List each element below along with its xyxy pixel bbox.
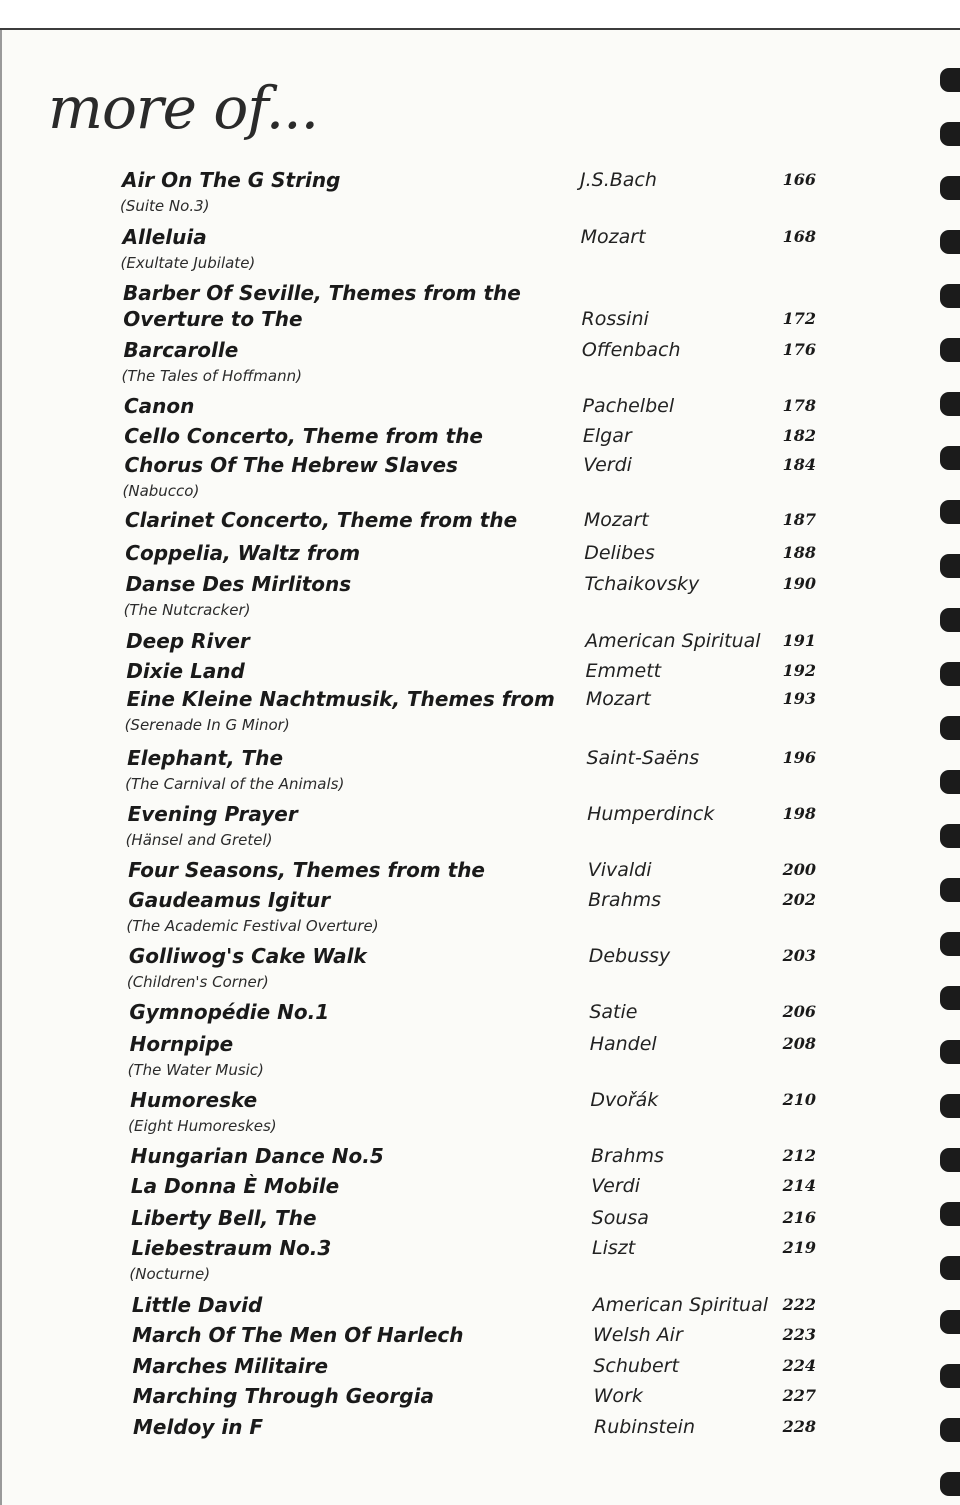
page-number: 190 [782, 574, 816, 593]
binding-ring [940, 1418, 960, 1442]
binding-ring [940, 716, 960, 740]
binding-ring [940, 1148, 960, 1172]
composer-name: Liszt [591, 1237, 636, 1259]
page-number: 216 [782, 1208, 816, 1227]
composer-name: Mozart [580, 226, 646, 248]
page-number: 176 [782, 340, 816, 359]
composer-name: Rubinstein [594, 1416, 695, 1438]
work-subtitle: (Exultate Jubilate) [120, 254, 256, 272]
piece-title: Evening Prayer [127, 802, 298, 826]
piece-title: Canon [123, 394, 195, 418]
binding-ring [940, 608, 960, 632]
binding-ring [940, 986, 960, 1010]
binding-ring [940, 662, 960, 686]
piece-title: Gaudeamus Igitur [128, 888, 331, 912]
binding-ring [940, 446, 960, 470]
binding-ring [940, 122, 960, 146]
piece-title: Gymnopédie No.1 [129, 1000, 330, 1024]
list-item [0, 1352, 930, 1382]
work-subtitle: (Serenade In G Minor) [124, 716, 290, 734]
binding-ring [940, 1094, 960, 1118]
list-item [0, 657, 930, 687]
composer-name: Verdi [591, 1175, 641, 1197]
binding-ring [940, 1040, 960, 1064]
page-top-edge [0, 28, 960, 30]
page-number: 202 [782, 890, 816, 909]
page-number: 166 [782, 170, 816, 189]
piece-title: Humoreske [130, 1088, 258, 1112]
scan-top-margin [0, 0, 960, 28]
page-number: 187 [782, 510, 816, 529]
list-item [0, 570, 930, 619]
piece-title: Elephant, The [127, 746, 284, 770]
piece-title: Chorus Of The Hebrew Slaves [124, 453, 458, 477]
composer-name: Satie [589, 1001, 638, 1023]
page-number: 222 [782, 1295, 816, 1314]
list-item [0, 744, 930, 793]
list-item [0, 1030, 930, 1079]
work-subtitle: (The Tales of Hoffmann) [121, 367, 302, 385]
page-number: 178 [782, 396, 816, 415]
page-heading: more of... [48, 74, 319, 142]
piece-title: Cello Concerto, Theme from the [124, 424, 483, 448]
list-item [0, 1086, 930, 1135]
list-item [0, 1291, 930, 1321]
composer-name: Work [593, 1385, 643, 1407]
composer-name: Emmett [585, 660, 662, 682]
page-number: 188 [782, 543, 816, 562]
composer-name: Dvořák [590, 1089, 659, 1111]
piece-title: Marching Through Georgia [132, 1384, 434, 1408]
page-number: 223 [782, 1325, 816, 1344]
composer-name: Mozart [585, 688, 651, 710]
composer-name: Brahms [588, 889, 662, 911]
piece-title: Little David [131, 1293, 263, 1317]
binding-ring [940, 392, 960, 416]
list-item [0, 392, 930, 422]
page-number: 191 [782, 631, 816, 650]
page-number: 184 [782, 455, 816, 474]
page-number: 219 [782, 1238, 816, 1257]
page-number: 212 [782, 1146, 816, 1165]
work-subtitle: (The Water Music) [127, 1061, 264, 1079]
piece-title: Eine Kleine Nachtmusik, Themes from [126, 687, 555, 711]
piece-title: Dixie Land [126, 659, 245, 683]
piece-title: Barcarolle [123, 338, 239, 362]
composer-name: Tchaikovsky [584, 573, 700, 595]
binding-ring [940, 284, 960, 308]
list-item [0, 627, 930, 657]
piece-title: La Donna È Mobile [130, 1174, 340, 1198]
piece-title: Overture to The [123, 307, 303, 331]
list-item [0, 1172, 930, 1202]
page-number: 200 [782, 860, 816, 879]
spiral-binding [932, 30, 960, 1505]
binding-ring [940, 500, 960, 524]
list-item [0, 942, 930, 991]
list-item [0, 998, 930, 1028]
piece-title: Liberty Bell, The [131, 1206, 317, 1230]
composer-name: Mozart [583, 509, 649, 531]
piece-title: Alleluia [122, 225, 207, 249]
page-number: 192 [782, 661, 816, 680]
list-item [0, 856, 930, 886]
binding-ring [940, 1202, 960, 1226]
work-subtitle: (Hänsel and Gretel) [125, 831, 273, 849]
work-subtitle: (Suite No.3) [120, 197, 210, 215]
list-item [0, 1204, 930, 1234]
binding-ring [940, 770, 960, 794]
binding-ring [940, 554, 960, 578]
composer-name: Sousa [591, 1207, 649, 1229]
piece-title: Liebestraum No.3 [131, 1236, 332, 1260]
composer-name: Pachelbel [582, 395, 675, 417]
list-item [0, 336, 930, 385]
piece-title: Hornpipe [129, 1032, 234, 1056]
list-item [0, 422, 930, 452]
list-item [0, 800, 930, 849]
composer-name: Saint-Saëns [586, 747, 700, 769]
binding-ring [940, 176, 960, 200]
binding-ring [940, 824, 960, 848]
piece-title: Four Seasons, Themes from the [128, 858, 485, 882]
piece-title: Coppelia, Waltz from [125, 541, 361, 565]
composer-name: Humperdinck [587, 803, 715, 825]
binding-ring [940, 230, 960, 254]
work-subtitle: (Eight Humoreskes) [128, 1117, 277, 1135]
page-number: 193 [782, 689, 816, 708]
piece-title: Danse Des Mirlitons [125, 572, 352, 596]
page-number: 210 [782, 1090, 816, 1109]
composer-name: Handel [589, 1033, 657, 1055]
list-item [0, 451, 930, 500]
page-number: 182 [782, 426, 816, 445]
composer-name: Elgar [582, 425, 632, 447]
work-subtitle: (Children's Corner) [126, 973, 269, 991]
composer-name: American Spiritual [592, 1294, 768, 1316]
piece-title: Clarinet Concerto, Theme from the [124, 508, 518, 532]
composer-name: Welsh Air [592, 1324, 683, 1346]
composer-name: J.S.Bach [580, 169, 657, 191]
list-item [0, 1234, 930, 1283]
composer-name: Brahms [590, 1145, 664, 1167]
binding-ring [940, 932, 960, 956]
list-item [0, 1382, 930, 1412]
composer-name: Debussy [588, 945, 671, 967]
binding-ring [940, 1364, 960, 1388]
piece-title: Golliwog's Cake Walk [128, 944, 367, 968]
piece-title: Air On The G String [122, 168, 341, 192]
list-item [0, 1142, 930, 1172]
piece-title: Hungarian Dance No.5 [130, 1144, 384, 1168]
list-item [0, 223, 930, 272]
piece-title: Marches Militaire [132, 1354, 329, 1378]
composer-name: Schubert [593, 1355, 679, 1377]
piece-title: Meldoy in F [133, 1415, 264, 1439]
list-item [0, 1413, 930, 1443]
page-number: 168 [782, 227, 816, 246]
work-subtitle: (Nabucco) [122, 482, 200, 500]
list-item [0, 166, 930, 215]
page-number: 172 [782, 309, 816, 328]
binding-ring [940, 1472, 960, 1496]
binding-ring [940, 1256, 960, 1280]
page-number: 196 [782, 748, 816, 767]
page-number: 206 [782, 1002, 816, 1021]
page-number: 198 [782, 804, 816, 823]
piece-title: Deep River [126, 629, 250, 653]
binding-ring [940, 1310, 960, 1334]
page-number: 214 [782, 1176, 816, 1195]
list-item [0, 539, 930, 569]
list-item [0, 685, 930, 734]
composer-name: American Spiritual [585, 630, 761, 652]
work-subtitle: (Nocturne) [129, 1265, 211, 1283]
list-item [0, 886, 930, 935]
page-number: 224 [782, 1356, 816, 1375]
piece-title: March Of The Men Of Harlech [132, 1323, 464, 1347]
composer-name: Rossini [581, 308, 649, 330]
binding-ring [940, 878, 960, 902]
list-item [0, 506, 930, 536]
list-item [0, 1321, 930, 1351]
list-item [0, 305, 930, 335]
binding-ring [940, 68, 960, 92]
page-number: 227 [782, 1386, 816, 1405]
composer-name: Offenbach [581, 339, 681, 361]
composer-name: Vivaldi [587, 859, 652, 881]
page-number: 203 [782, 946, 816, 965]
binding-ring [940, 338, 960, 362]
work-subtitle: (The Academic Festival Overture) [126, 917, 379, 935]
composer-name: Delibes [584, 542, 655, 564]
composer-name: Verdi [583, 454, 632, 476]
work-subtitle: (The Carnival of the Animals) [125, 775, 345, 793]
page-number: 228 [782, 1417, 816, 1436]
piece-title: Barber Of Seville, Themes from the [122, 281, 521, 305]
work-subtitle: (The Nutcracker) [123, 601, 251, 619]
page-number: 208 [782, 1034, 816, 1053]
